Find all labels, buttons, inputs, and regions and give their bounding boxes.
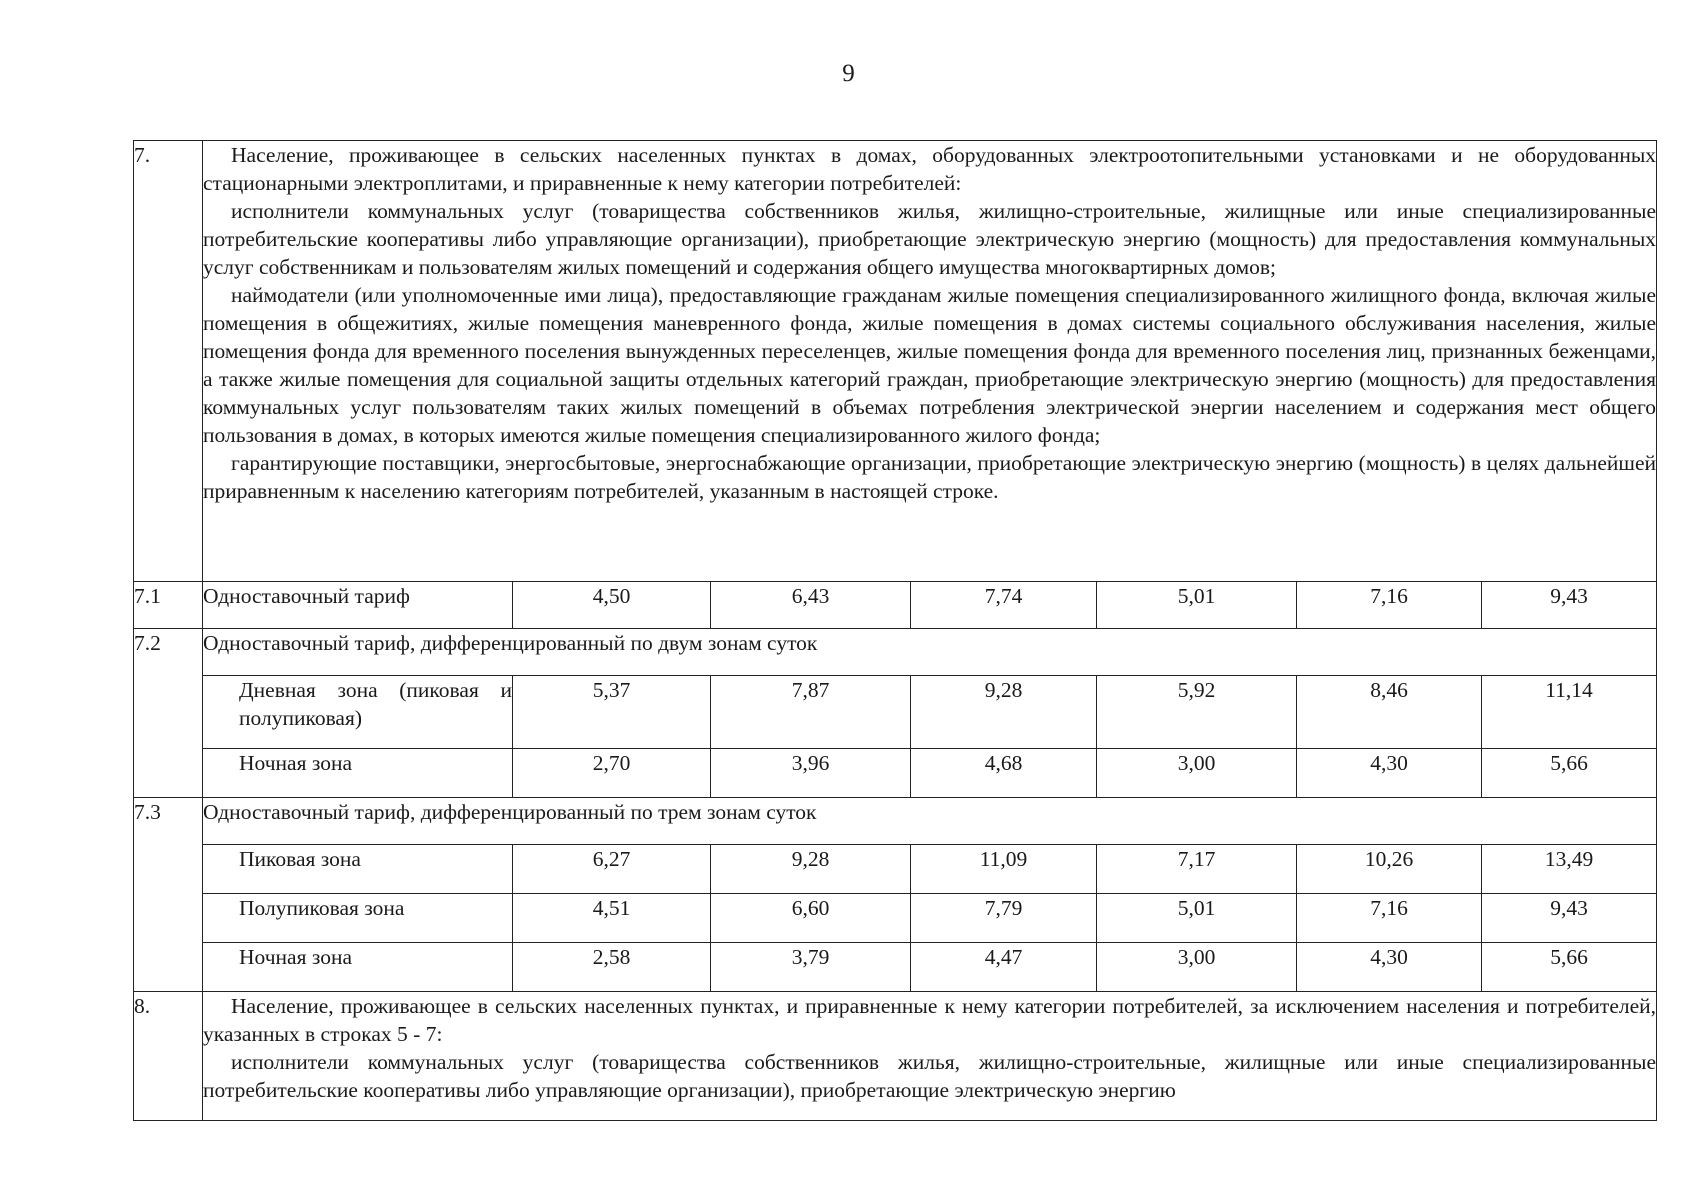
tariff-value: 13,49 [1482, 845, 1657, 894]
paragraph: гарантирующие поставщики, энергосбытовые, энергоснабжающие организации, приобретающие электрическую энергию (мощность) в целях дальнейшей приравненным к населению категориям потребителей, указанным в настоящей строке. [203, 451, 1657, 503]
tariff-value: 10,26 [1297, 845, 1482, 894]
tariff-value: 7,74 [911, 582, 1097, 629]
paragraph: исполнители коммунальных услуг (товарищества собственников жилья, жилищно-строительные, жилищные или иные специализированные потребительские кооперативы либо управляющие организации), приобретающие электрическую энергию (мощность) для предоставления коммунальных услуг собственникам и пользователям жилых помещений и содержания общего имущества многоквартирных домов; [203, 199, 1657, 279]
row-7-3-peak [134, 845, 1657, 894]
tariff-value: 4,47 [911, 943, 1097, 992]
section-8-description [203, 992, 1657, 1121]
zone-label: Ночная зона [203, 943, 513, 992]
tariff-value: 4,50 [513, 582, 711, 629]
tariff-value: 6,60 [711, 894, 911, 943]
row-7-1 [134, 582, 1657, 629]
tariff-value: 5,92 [1097, 676, 1297, 749]
zone-label: Дневная зона (пиковая и полупиковая) [203, 676, 513, 749]
section-8-row [134, 992, 1657, 1121]
row-7-3 [134, 798, 1657, 845]
tariff-value: 9,28 [711, 845, 911, 894]
paragraph: Население, проживающее в сельских населенных пунктах, и приравненные к нему категории потребителей, за исключением населения и потребителей, указанных в строках 5 - 7: [203, 994, 1657, 1046]
tariff-group-label: Одноставочный тариф, дифференцированный по двум зонам суток [203, 629, 1657, 676]
tariff-value: 2,70 [513, 749, 711, 798]
row-7-2 [134, 629, 1657, 676]
page-number: 9 [842, 60, 855, 87]
row-7-3-semipeak [134, 894, 1657, 943]
row-number: 7.3 [134, 798, 203, 992]
tariff-value: 7,79 [911, 894, 1097, 943]
zone-label: Полупиковая зона [203, 894, 513, 943]
tariff-value: 5,66 [1482, 943, 1657, 992]
row-number: 7.1 [134, 582, 203, 629]
tariff-value: 7,16 [1297, 582, 1482, 629]
row-7-2-night [134, 749, 1657, 798]
tariff-value: 4,30 [1297, 749, 1482, 798]
tariff-value: 7,16 [1297, 894, 1482, 943]
tariff-value: 9,43 [1482, 894, 1657, 943]
zone-label: Ночная зона [203, 749, 513, 798]
tariff-value: 11,14 [1482, 676, 1657, 749]
row-number: 7. [134, 141, 203, 582]
tariff-value: 6,43 [711, 582, 911, 629]
row-number: 7.2 [134, 629, 203, 798]
tariff-value: 7,17 [1097, 845, 1297, 894]
tariff-value: 4,30 [1297, 943, 1482, 992]
tariff-value: 2,58 [513, 943, 711, 992]
tariff-value: 9,28 [911, 676, 1097, 749]
tariff-value: 9,43 [1482, 582, 1657, 629]
paragraph: Население, проживающее в сельских населенных пунктах в домах, оборудованных электроотопительными установками и не оборудованных стационарными электроплитами, и приравненные к нему категории потребителей: [203, 143, 1657, 195]
tariff-table [133, 140, 1657, 1121]
tariff-value: 4,68 [911, 749, 1097, 798]
tariff-value: 3,96 [711, 749, 911, 798]
row-7-2-day [134, 676, 1657, 749]
section-7-description [203, 141, 1657, 582]
row-7-3-night [134, 943, 1657, 992]
tariff-group-label: Одноставочный тариф, дифференцированный по трем зонам суток [203, 798, 1657, 845]
section-7-row [134, 141, 1657, 582]
tariff-value: 5,01 [1097, 582, 1297, 629]
tariff-value: 4,51 [513, 894, 711, 943]
tariff-value: 5,37 [513, 676, 711, 749]
tariff-value: 8,46 [1297, 676, 1482, 749]
tariff-value: 7,87 [711, 676, 911, 749]
tariff-value: 6,27 [513, 845, 711, 894]
tariff-value: 3,79 [711, 943, 911, 992]
tariff-label: Одноставочный тариф [203, 582, 513, 629]
tariff-value: 3,00 [1097, 749, 1297, 798]
tariff-value: 5,01 [1097, 894, 1297, 943]
row-number: 8. [134, 992, 203, 1121]
paragraph: наймодатели (или уполномоченные ими лица), предоставляющие гражданам жилые помещения специализированного жилищного фонда, включая жилые помещения в общежитиях, жилые помещения маневренного фонда, жилые помещения в домах системы социального обслуживания населения, жилые помещения фонда для временного поселения вынужденных переселенцев, жилые помещения фонда для временного поселения лиц, признанных беженцами, а также жилые помещения для социальной защиты отдельных категорий граждан, приобретающие электрическую энергию (мощность) для предоставления коммунальных услуг пользователям таких жилых помещений в объемах потребления электрической энергии населением и содержания мест общего пользования в домах, в которых имеются жилые помещения специализированного жилого фонда; [203, 283, 1657, 447]
tariff-value: 5,66 [1482, 749, 1657, 798]
tariff-value: 11,09 [911, 845, 1097, 894]
tariff-value: 3,00 [1097, 943, 1297, 992]
paragraph: исполнители коммунальных услуг (товарищества собственников жилья, жилищно-строительные, жилищные или иные специализированные потребительские кооперативы либо управляющие организации), приобретающие электрическую энергию [203, 1050, 1657, 1102]
zone-label: Пиковая зона [203, 845, 513, 894]
